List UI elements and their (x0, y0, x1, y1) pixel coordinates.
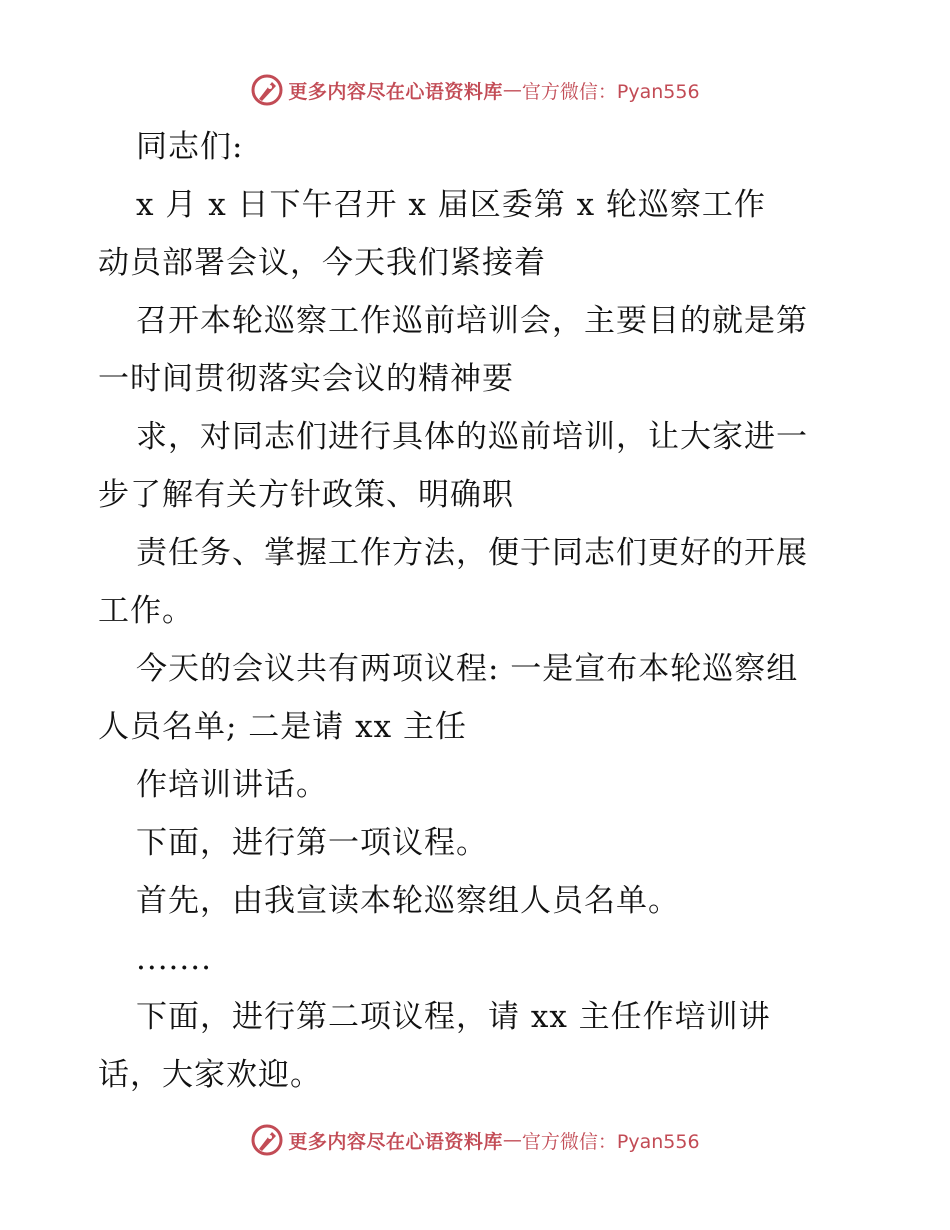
footer-separator: — (502, 1129, 522, 1151)
paragraph-line: ....... (136, 941, 212, 977)
header-wechat-text: 官方微信：Pyan556 (521, 80, 700, 103)
document-body (98, 118, 858, 1104)
paragraph-line: 下面，进行第一项议程。 (136, 825, 488, 861)
paragraph-line: 话，大家欢迎。 (98, 1057, 322, 1093)
footer-wechat-text: 官方微信：Pyan556 (521, 1130, 700, 1153)
footer-banner (0, 1120, 950, 1160)
paragraph-line: 责任务、掌握工作方法，便于同志们更好的开展 (136, 535, 808, 571)
pen-nib-icon (250, 73, 284, 107)
paragraph-line: 求，对同志们进行具体的巡前培训，让大家进一 (136, 419, 808, 455)
paragraph-line: 下面，进行第二项议程，请 xx 主任作培训讲 (136, 999, 771, 1035)
header-banner (0, 70, 950, 110)
paragraph-line: 首先，由我宣读本轮巡察组人员名单。 (136, 883, 680, 919)
paragraph-line: 人员名单; 二是请 xx 主任 (98, 709, 467, 745)
pen-nib-icon (250, 1123, 284, 1157)
paragraph-line: 动员部署会议，今天我们紧接着 (98, 245, 546, 281)
paragraph-line: 一时间贯彻落实会议的精神要 (98, 361, 514, 397)
paragraph-line: 同志们: (136, 129, 244, 165)
paragraph-line: 作培训讲话。 (136, 767, 328, 803)
paragraph-line: 步了解有关方针政策、明确职 (98, 477, 514, 513)
paragraph-line: 工作。 (98, 593, 194, 629)
paragraph-line: 今天的会议共有两项议程: 一是宣布本轮巡察组 (136, 651, 799, 687)
header-separator: — (502, 79, 522, 101)
footer-ad-text: 更多内容尽在心语资料库 (288, 1130, 503, 1153)
paragraph-line: 召开本轮巡察工作巡前培训会，主要目的就是第 (136, 303, 808, 339)
header-ad-text: 更多内容尽在心语资料库 (288, 80, 503, 103)
paragraph-line: x 月 x 日下午召开 x 届区委第 x 轮巡察工作 (136, 187, 766, 223)
